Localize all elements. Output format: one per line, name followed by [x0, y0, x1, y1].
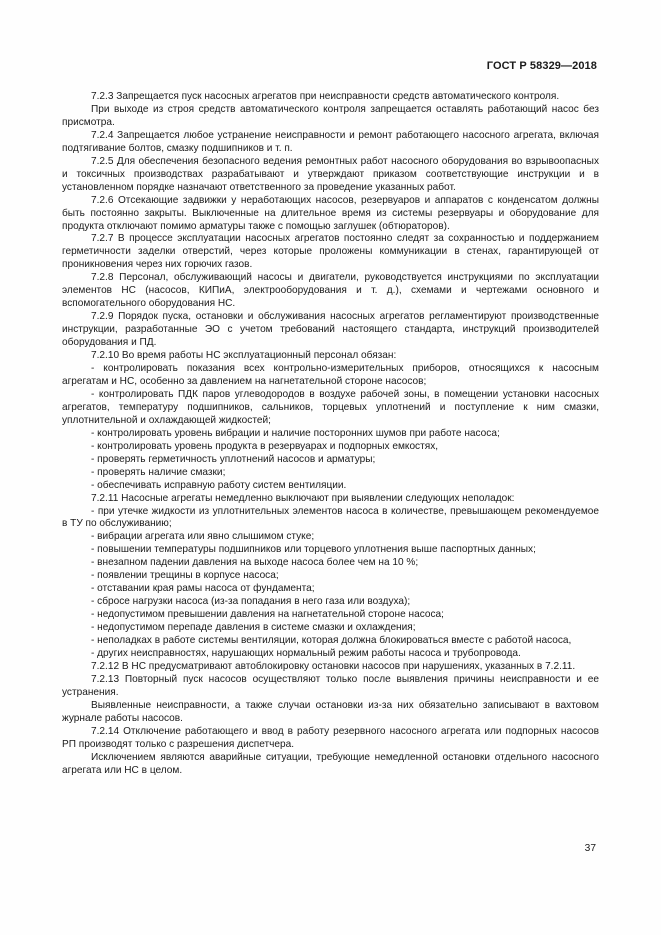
- document-body: [62, 91, 599, 778]
- list-item: - недопустимом перепаде давления в системе смазки и охлаждения;: [91, 622, 416, 634]
- paragraph: 7.2.13 Повторный пуск насосов осуществляют только после выявления причины неисправности и ее устранения.: [62, 673, 599, 698]
- list-item: - других неисправностях, нарушающих нормальный режим работы насоса и трубопровода.: [91, 647, 521, 659]
- paragraph: 7.2.9 Порядок пуска, остановки и обслуживания насосных агрегатов регламентируют производственные инструкции, разработанные ЭО с учетом требований настоящего стандарта, инструкций производителей оборудования и ПД.: [62, 311, 599, 349]
- standard-header: ГОСТ Р 58329—2018: [486, 60, 597, 72]
- list-item: - проверять герметичность уплотнений насосов и арматуры;: [91, 453, 376, 465]
- paragraph: При выходе из строя средств автоматического контроля запрещается оставлять работающий насос без присмотра.: [62, 103, 599, 128]
- list-item: - вибрации агрегата или явно слышимом стуке;: [91, 531, 315, 543]
- paragraph: 7.2.3 Запрещается пуск насосных агрегатов при неисправности средств автоматического контроля.: [91, 91, 560, 102]
- list-item: - внезапном падении давления на выходе насоса более чем на 10 %;: [91, 557, 419, 569]
- paragraph: Выявленные неисправности, а также случаи остановки из-за них обязательно записывают в вахтовом журнале работы насосов.: [62, 699, 599, 724]
- list-item: - контролировать уровень вибрации и наличие посторонних шумов при работе насоса;: [91, 427, 500, 439]
- page-number: 37: [584, 843, 596, 854]
- list-item: - контролировать показания всех контрольно-измерительных приборов, относящихся к насосным агрегатам и НС, особенно за давлением на нагнетательной стороне насосов;: [62, 363, 599, 387]
- paragraph: 7.2.5 Для обеспечения безопасного ведения ремонтных работ насосного оборудования во взрывоопасных и токсичных производствах разрабатывают и утверждают приказом соответствующие инструкции и в установленном порядке назначают ответственного за проведение указанных работ.: [62, 155, 599, 193]
- list-item: - неполадках в работе системы вентиляции, которая должна блокироваться вместе с работой насоса,: [91, 635, 572, 647]
- paragraph: 7.2.11 Насосные агрегаты немедленно выключают при выявлении следующих неполадок:: [91, 492, 515, 504]
- paragraph: 7.2.14 Отключение работающего и ввод в работу резервного насосного агрегата или подпорных насосов РП производят только с разрешения диспетчера.: [62, 725, 599, 750]
- list-item: - контролировать ПДК паров углеводородов в воздухе рабочей зоны, в помещении установки насосных агрегатов, температуру подшипников, сальников, торцевых уплотнений и поступление к ним смазки, уплотнительной и охлаждающей жидкостей;: [62, 388, 599, 426]
- list-item: - отставании края рамы насоса от фундамента;: [91, 583, 315, 595]
- list-item: - обеспечивать исправную работу систем вентиляции.: [91, 479, 347, 491]
- paragraph: 7.2.8 Персонал, обслуживающий насосы и двигатели, руководствуется инструкциями по эксплуатации элементов НС (насосов, КИПиА, электрооборудования и т. д.), схемами и чертежами основного и вспомогательного оборудования НС.: [62, 272, 599, 310]
- paragraph: 7.2.4 Запрещается любое устранение неисправности и ремонт работающего насосного агрегата, включая подтягивание болтов, смазку подшипников и т. п.: [62, 129, 599, 154]
- paragraph: 7.2.6 Отсекающие задвижки у неработающих насосов, резервуаров и аппаратов с конденсатом должны быть постоянно закрыты. Выключенные на длительное время из системы резервуары и оборудование для продукта отключают помимо арматуры также с помощью заглушек (обтюраторов).: [62, 194, 599, 232]
- paragraph: 7.2.10 Во время работы НС эксплуатационный персонал обязан:: [91, 350, 397, 362]
- list-item: - контролировать уровень продукта в резервуарах и подпорных емкостях,: [91, 440, 439, 452]
- list-item: - проверять наличие смазки;: [91, 466, 226, 478]
- list-item: - при утечке жидкости из уплотнительных элементов насоса в количестве, превышающем рекомендуемое в ТУ по обслуживанию;: [62, 505, 599, 530]
- paragraph: 7.2.12 В НС предусматривают автоблокировку остановки насосов при нарушениях, указанных в 7.2.11.: [91, 660, 576, 672]
- paragraph: Исключением являются аварийные ситуации, требующие немедленной остановки отдельного насосного агрегата или НС в целом.: [62, 751, 599, 776]
- list-item: - недопустимом превышении давления на нагнетательной стороне насоса;: [91, 609, 444, 621]
- paragraph: 7.2.7 В процессе эксплуатации насосных агрегатов постоянно следят за сохранностью и поддержанием герметичности заделки отверстий, через которые проложены коммуникации в стенах, гарантирующей от проникновения через них горючих газов.: [62, 233, 599, 271]
- list-item: - появлении трещины в корпусе насоса;: [91, 570, 279, 582]
- list-item: - сбросе нагрузки насоса (из-за попадания в него газа или воздуха);: [91, 596, 411, 608]
- list-item: - повышении температуры подшипников или торцевого уплотнения выше паспортных данных;: [91, 544, 536, 556]
